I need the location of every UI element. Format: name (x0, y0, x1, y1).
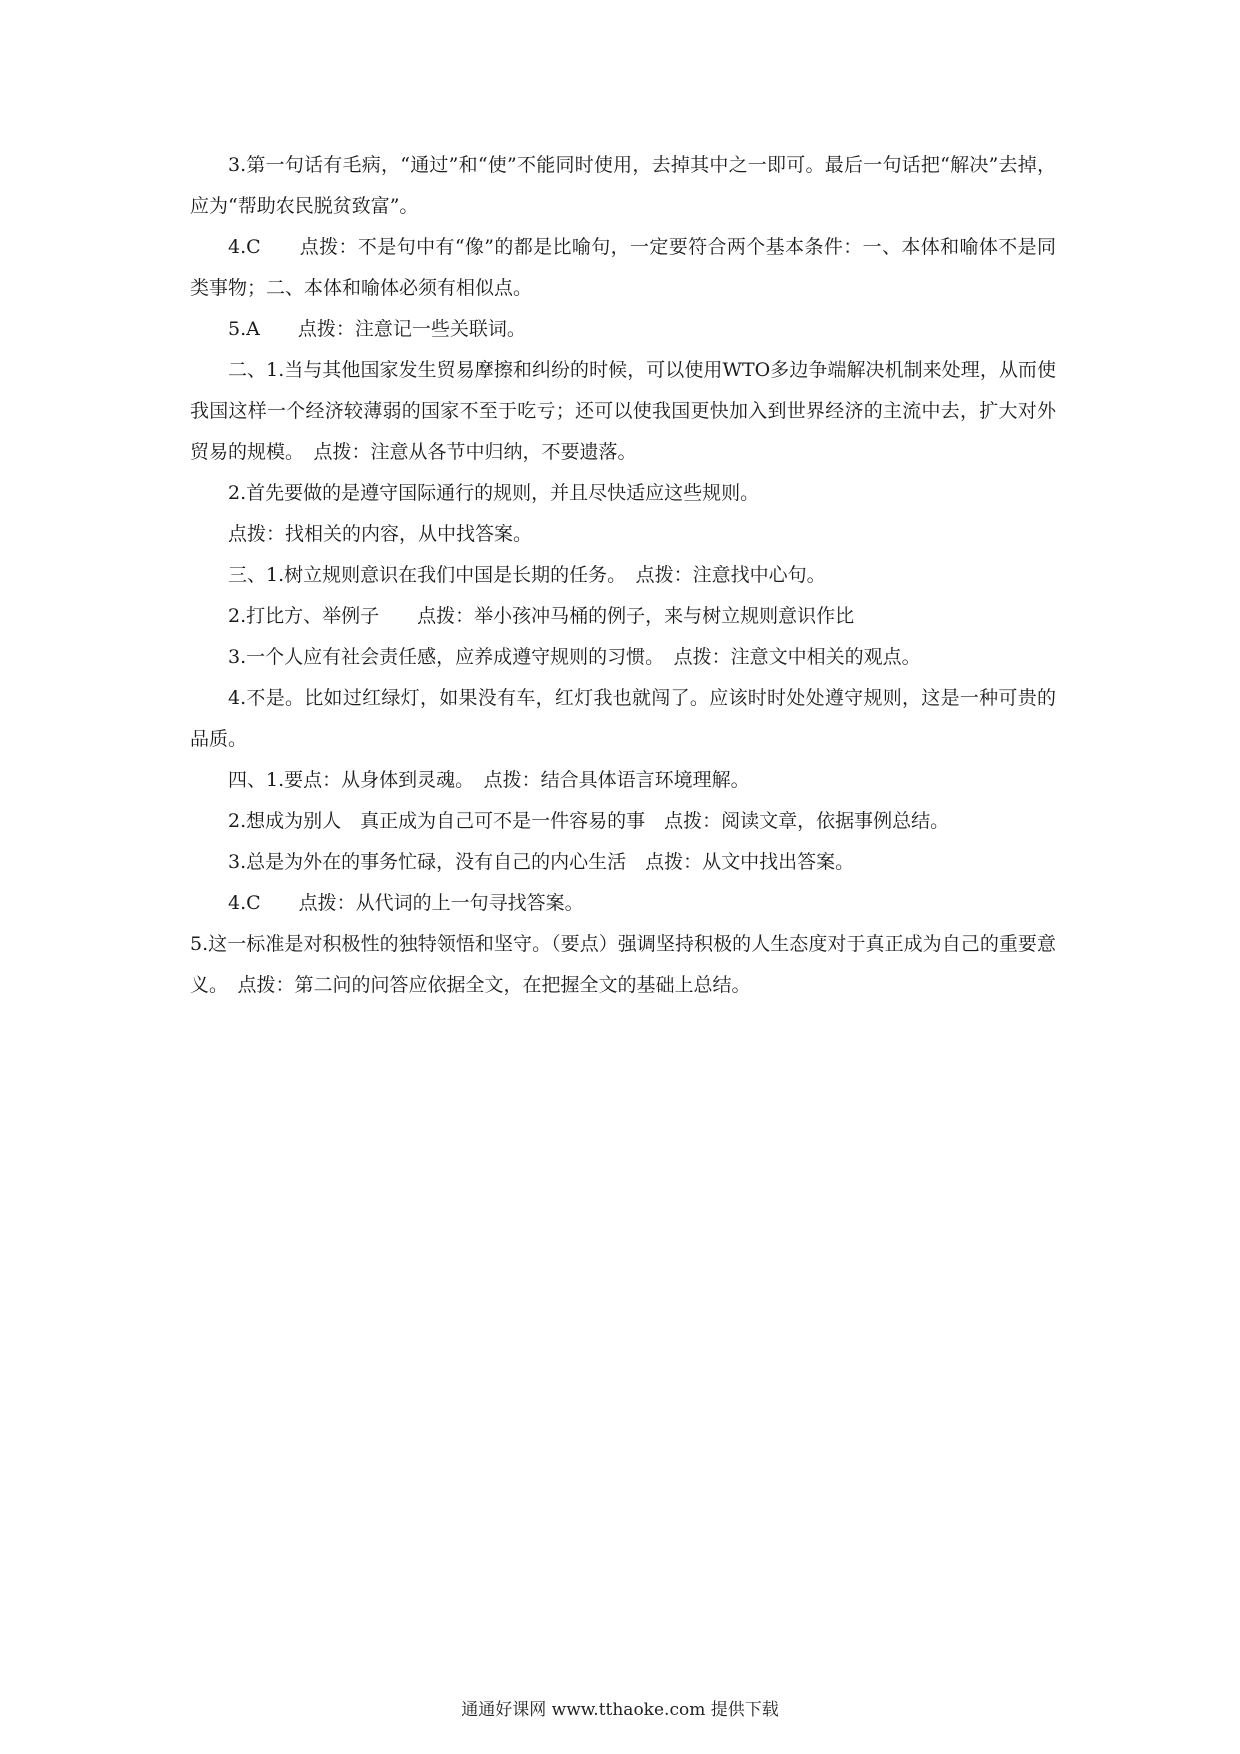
answer-paragraph: 四、1.要点：从身体到灵魂。 点拨：结合具体语言环境理解。 (228, 769, 750, 791)
answer-paragraph: 点拨：找相关的内容，从中找答案。 (228, 523, 533, 545)
answer-paragraph: 3.第一句话有毛病，“通过”和“使”不能同时使用，去掉其中之一即可。最后一句话把“解决”去掉，应为“帮助农民脱贫致富”。 (190, 154, 1056, 217)
answer-paragraph: 4.不是。比如过红绿灯，如果没有车，红灯我也就闯了。应该时时处处遵守规则，这是一种可贵的品质。 (190, 687, 1056, 750)
footer-credit: 通通好课网 www.tthaoke.com 提供下载 (461, 1700, 779, 1720)
answer-paragraph: 5.这一标准是对积极性的独特领悟和坚守。（要点）强调坚持积极的人生态度对于真正成为自己的重要意义。 点拨：第二问的问答应依据全文，在把握全文的基础上总结。 (190, 933, 1056, 996)
answer-paragraph: 三、1.树立规则意识在我们中国是长期的任务。 点拨：注意找中心句。 (228, 564, 826, 586)
answer-paragraph: 3.一个人应有社会责任感，应养成遵守规则的习惯。 点拨：注意文中相关的观点。 (228, 646, 921, 668)
answer-paragraph: 3.总是为外在的事务忙碌，没有自己的内心生活 点拨：从文中找出答案。 (228, 851, 855, 873)
answer-paragraph: 4.C 点拨：从代词的上一句寻找答案。 (228, 892, 584, 914)
answer-paragraph: 二、1.当与其他国家发生贸易摩擦和纠纷的时候，可以使用WTO多边争端解决机制来处理，从而使我国这样一个经济较薄弱的国家不至于吃亏；还可以使我国更快加入到世界经济的主流中去，扩大对外贸易的规模。 点拨：注意从各节中归纳，不要遗落。 (190, 359, 1056, 463)
answer-paragraph: 2.首先要做的是遵守国际通行的规则，并且尽快适应这些规则。 (228, 482, 760, 504)
answer-paragraph: 4.C 点拨：不是句中有“像”的都是比喻句，一定要符合两个基本条件：一、本体和喻体不是同类事物；二、本体和喻体必须有相似点。 (190, 236, 1056, 299)
answer-paragraph: 2.打比方、举例子 点拨：举小孩冲马桶的例子，来与树立规则意识作比 (228, 605, 855, 627)
answer-content (190, 145, 1056, 1006)
answer-paragraph: 5.A 点拨：注意记一些关联词。 (228, 318, 526, 340)
answer-paragraph: 2.想成为别人 真正成为自己可不是一件容易的事 点拨：阅读文章，依据事例总结。 (228, 810, 950, 832)
